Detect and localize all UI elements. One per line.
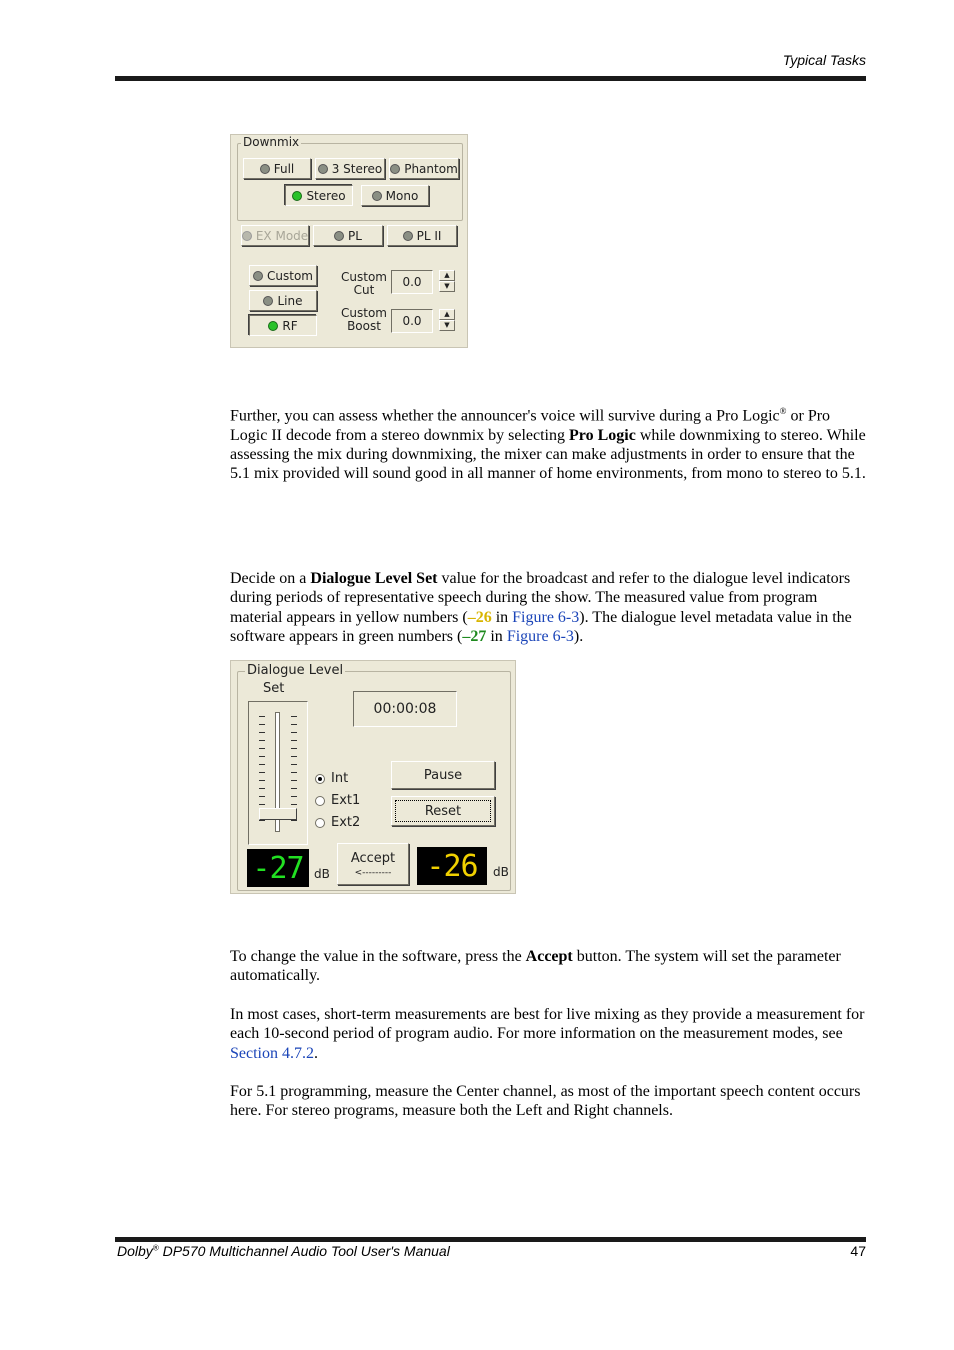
spin-down-icon[interactable]: ▼: [439, 320, 455, 331]
pl-button[interactable]: [313, 225, 383, 246]
slider-tick: [291, 716, 297, 717]
text-run: Decide on a: [230, 570, 311, 587]
custom-led-icon: [253, 271, 263, 281]
slider-tick: [259, 804, 265, 805]
dialogue-level-label: Dialogue Level: [247, 663, 344, 678]
text-run: ).: [573, 627, 584, 645]
db-unit-left: dB: [314, 867, 330, 881]
text-run: To change the value in the software, press the: [230, 948, 526, 965]
rf-button-label: RF: [282, 318, 298, 333]
radio-int-label: Int: [331, 771, 349, 786]
radio-selected-icon: [315, 774, 325, 784]
figure-link[interactable]: Figure 6-3: [506, 627, 574, 645]
three-stereo-led-icon: [318, 164, 328, 174]
bold-term: Accept: [525, 948, 573, 965]
full-led-icon: [260, 164, 270, 174]
paragraph-dialogue-level: [230, 569, 870, 646]
slider-tick: [259, 724, 265, 725]
manual-title: [117, 1243, 450, 1259]
custom-cut-spinner[interactable]: [439, 270, 455, 292]
set-label: Set: [263, 681, 285, 696]
text-run: in: [486, 627, 507, 645]
paragraph-center-channel: For 5.1 programming, measure the Center channel, as most of the important speech content occurs here. For stereo programs, measure both the Left and Right channels.: [230, 1083, 861, 1120]
custom-button-label: Custom: [267, 268, 313, 283]
page-number: 47: [850, 1243, 866, 1259]
downmix-group: [237, 143, 463, 221]
radio-unselected-icon: [315, 796, 325, 806]
custom-cut-label: Custom Cut: [341, 270, 387, 297]
spin-down-icon[interactable]: ▼: [439, 281, 455, 292]
text-run: Further, you can assess whether the announcer's voice will survive during a Pro Logic: [230, 407, 780, 425]
section-link[interactable]: Section 4.7.2: [230, 1044, 314, 1062]
slider-tick: [291, 796, 297, 797]
slider-tick: [291, 820, 297, 821]
paragraph-accept: [230, 947, 870, 986]
timer-display: 00:00:08: [353, 691, 457, 727]
running-header: Typical Tasks: [782, 52, 866, 68]
pause-button[interactable]: Pause: [391, 761, 495, 789]
line-led-icon: [263, 296, 273, 306]
green-value: –27: [462, 627, 487, 645]
phantom-button-label: Phantom: [404, 161, 458, 176]
downmix-group-label: Downmix: [243, 135, 300, 149]
radio-unselected-icon: [315, 818, 325, 828]
slider-tick: [291, 772, 297, 773]
slider-tick: [259, 796, 265, 797]
slider-tick: [291, 732, 297, 733]
slider-tick: [259, 732, 265, 733]
stereo-button[interactable]: [285, 185, 353, 206]
slider-tick: [259, 740, 265, 741]
text-run: value for the broadcast and refer to the dialogue level indicators during periods of representative speech during the show. The measured value from program material appears in yellow numbers (: [230, 570, 851, 626]
registered-mark: ®: [152, 1243, 159, 1253]
phantom-button[interactable]: [389, 158, 459, 179]
stereo-button-label: Stereo: [306, 188, 346, 203]
slider-tick: [259, 780, 265, 781]
slider-tick: [291, 804, 297, 805]
set-level-value: -27: [252, 850, 304, 886]
text-run: .: [314, 1044, 318, 1062]
slider-tick: [291, 780, 297, 781]
db-unit-right: dB: [493, 865, 509, 879]
slider-tick: [259, 716, 265, 717]
text-run: while downmixing to stereo. While assessing the mix during downmixing, the mixer can make adjustments in order to ensure that the 5.1 mix provided will sound good in all manner of home environments, from mono to stereo to 5.1.: [230, 426, 866, 483]
figure-link[interactable]: Figure 6-3: [512, 608, 580, 626]
bold-term: Pro Logic: [569, 426, 636, 444]
custom-boost-label: Custom Boost: [341, 306, 387, 333]
three-stereo-button[interactable]: [315, 158, 385, 179]
pl2-button[interactable]: [387, 225, 457, 246]
ex-mode-button[interactable]: [241, 225, 309, 246]
pl-led-icon: [334, 231, 344, 241]
pl-button-label: PL: [348, 228, 362, 243]
custom-cut-field[interactable]: 0.0: [391, 270, 433, 294]
rf-button[interactable]: [249, 315, 317, 336]
slider-tick: [259, 820, 265, 821]
three-stereo-button-label: 3 Stereo: [331, 161, 383, 176]
stereo-led-icon: [292, 191, 302, 201]
full-button[interactable]: [243, 158, 311, 179]
yellow-value: –26: [467, 608, 492, 626]
ex-mode-led-icon: [242, 231, 252, 241]
phantom-led-icon: [390, 164, 400, 174]
ex-mode-button-label: EX Mode: [255, 228, 309, 243]
slider-tick: [291, 764, 297, 765]
slider-thumb[interactable]: [259, 808, 297, 820]
accept-button[interactable]: [337, 843, 409, 885]
radio-ext2[interactable]: [315, 815, 360, 830]
mono-led-icon: [372, 191, 382, 201]
text-run: button. The system will set the parameter automatically.: [230, 948, 841, 985]
set-slider[interactable]: [248, 701, 308, 845]
text-run: DP570 Multichannel Audio Tool User's Manual: [158, 1243, 450, 1259]
slider-tick: [259, 748, 265, 749]
line-button[interactable]: [249, 290, 317, 311]
dialogue-level-panel: [230, 660, 516, 894]
slider-tick: [291, 740, 297, 741]
full-button-label: Full: [273, 161, 295, 176]
reset-button[interactable]: Reset: [391, 796, 495, 826]
set-level-display: [247, 849, 309, 887]
pl2-led-icon: [403, 231, 413, 241]
footer-rule: [115, 1237, 866, 1242]
slider-tick: [291, 756, 297, 757]
mono-button[interactable]: [361, 185, 429, 206]
text-run: ). The dialogue level metadata value in the software appears in green numbers (: [230, 608, 852, 645]
accept-button-label: Accept: [350, 850, 396, 866]
slider-tick: [291, 788, 297, 789]
slider-tick: [259, 788, 265, 789]
registered-mark: ®: [779, 406, 787, 416]
text-run: or Pro Logic II decode from a stereo downmix by selecting: [230, 407, 831, 444]
slider-tick: [259, 764, 265, 765]
spin-up-icon[interactable]: ▲: [439, 309, 455, 320]
text-run: Dolby: [117, 1243, 153, 1259]
paragraph-short-term: [230, 1005, 870, 1063]
measured-level-value: -26: [426, 848, 478, 884]
slider-tick: [291, 724, 297, 725]
custom-boost-field[interactable]: 0.0: [391, 309, 433, 333]
radio-ext1[interactable]: [315, 793, 360, 808]
downmix-panel: [230, 134, 468, 348]
text-run: In most cases, short-term measurements are best for live mixing as they provide a measurement for each 10-second period of program audio. For more information on the measurement modes, see: [230, 1006, 865, 1043]
radio-int[interactable]: [315, 771, 348, 786]
left-arrow-icon: <---------: [354, 867, 392, 878]
header-rule: [115, 76, 866, 81]
radio-ext1-label: Ext1: [331, 793, 361, 808]
spin-up-icon[interactable]: ▲: [439, 270, 455, 281]
custom-button[interactable]: [249, 265, 317, 286]
custom-boost-spinner[interactable]: [439, 309, 455, 331]
paragraph-pro-logic: [230, 402, 870, 484]
radio-ext2-label: Ext2: [331, 815, 361, 830]
slider-tick: [259, 756, 265, 757]
bold-term: Dialogue Level Set: [310, 570, 438, 587]
measured-level-display: [417, 847, 487, 885]
text-run: in: [491, 608, 513, 626]
pl2-button-label: PL II: [416, 228, 442, 243]
line-button-label: Line: [277, 293, 303, 308]
slider-tick: [259, 772, 265, 773]
slider-tick: [291, 748, 297, 749]
rf-led-icon: [268, 321, 278, 331]
mono-button-label: Mono: [385, 188, 419, 203]
